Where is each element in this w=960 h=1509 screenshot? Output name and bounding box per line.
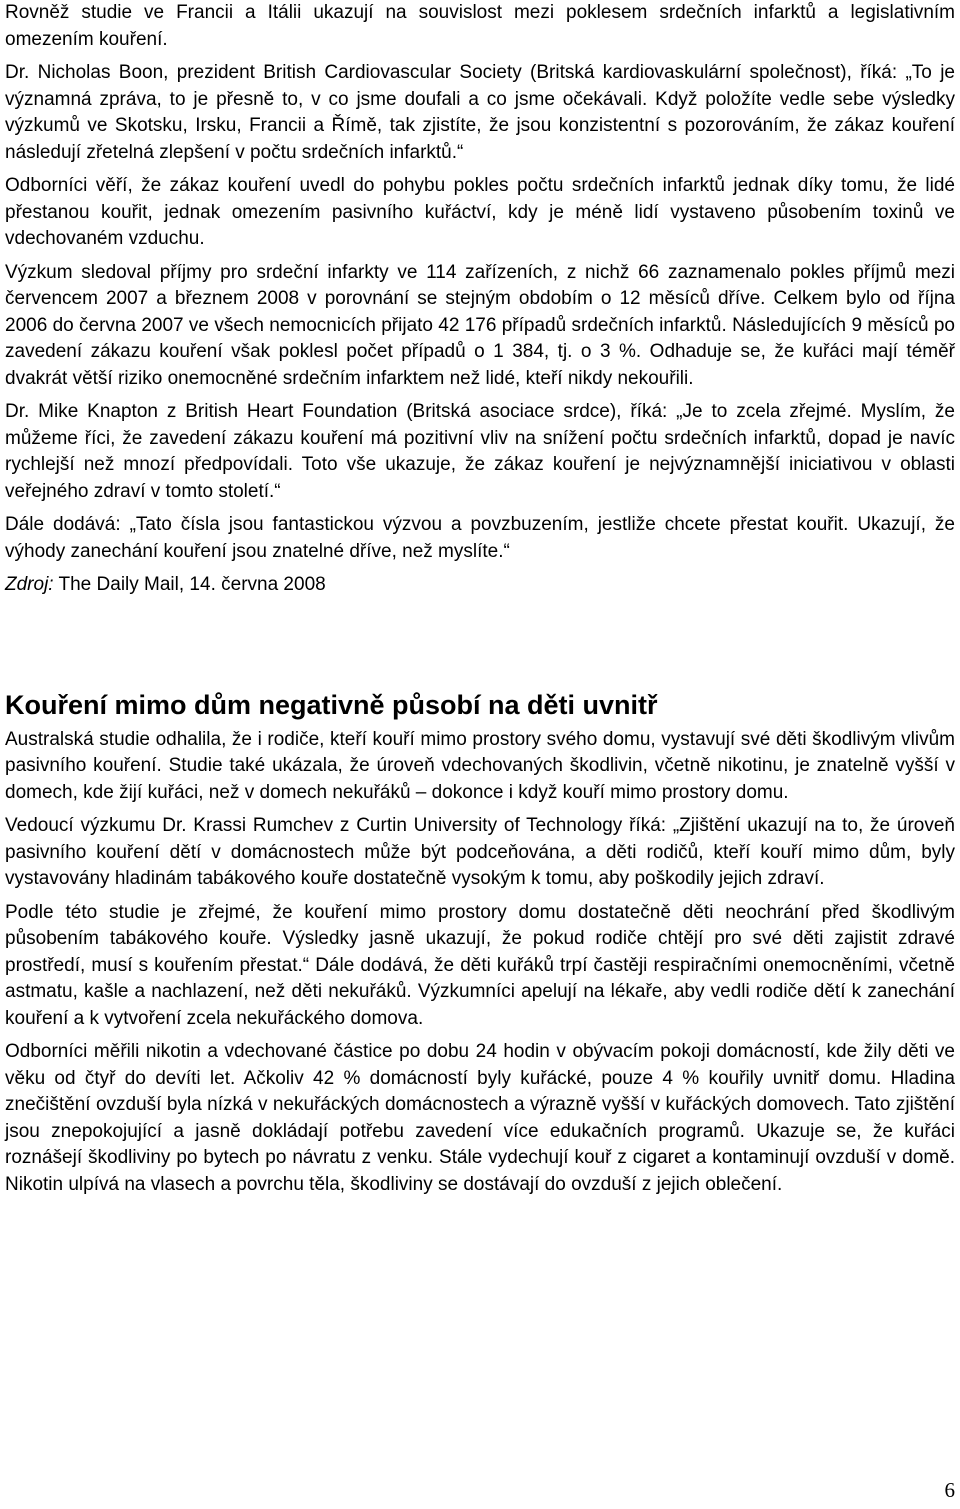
article2-paragraph-3: Podle této studie je zřejmé, že kouření mimo prostory domu dostatečně děti neochrání před škodlivým působením tabákového kouře. Výsledky jasně ukazují, že pokud rodiče chtějí pro své děti zajistit zdravé prostředí, musí s kouřením přestat.“ Dále dodává, že děti kuřáků trpí častěji respiračními onemocněními, včetně astmatu, kašle a nachlazení, než děti nekuřáků. Výzkumníci apelují na lékaře, aby vedli rodiče dětí k zanechání kouření a k vytvoření zcela nekuřáckého domova. [5,901,955,1029]
article2-paragraph-4: Odborníci měřili nikotin a vdechované částice po dobu 24 hodin v obývacím pokoji domácností, kde žily děti ve věku od čtyř do devíti let. Ačkoliv 42 % domácností byly kuřácké, pouze 4 % kouřily uvnitř domu. Hladina znečištění ovzduší byla nízká v nekuřáckých domácnostech a výrazně vyšší v kuřáckých domovech. Tato zjištění jsou znepokojující a jasně dokládají potřebu zavedení více edukačních programů. Ukazuje se, že kuřáci roznášejí škodliviny po bytech po návratu z venku. Stále vydechují kouř z cigaret a kontaminují ovzduší v domě. Nikotin ulpívá na vlasech a povrchu těla, škodliviny se dostávají do ovzduší z jejich oblečení. [5,1041,955,1195]
source-label: Zdroj: [5,574,54,595]
article1-paragraph-5: Dr. Mike Knapton z British Heart Foundation (Britská asociace srdce), říká: „Je to zcela zřejmé. Myslím, že můžeme říci, že zavedení zákazu kouření má pozitivní vliv na snížení počtu srdečních infarktů, dopad je navíc rychlejší než mnozí předpovídali. Toto vše ukazuje, že zákaz kouření je nejvýznamnější iniciativou v oblasti veřejného zdraví v tomto století.“ [5,401,955,502]
article1-paragraph-1: Rovněž studie ve Francii a Itálii ukazují na souvislost mezi poklesem srdečních infarktů a legislativním omezením kouření. [5,2,955,50]
article1-paragraph-6: Dále dodává: „Tato čísla jsou fantastickou výzvou a povzbuzením, jestliže chcete přestat kouřit. Ukazují, že výhody zanechání kouření jsou znatelné dříve, než myslíte.“ [5,514,955,562]
article2-heading: Kouření mimo dům negativně působí na děti uvnitř [5,689,658,720]
article2-paragraph-1: Australská studie odhalila, že i rodiče, kteří kouří mimo prostory svého domu, vystavují své děti škodlivým vlivům pasivního kouření. Studie také ukázala, že úroveň vdechovaných škodlivin, včetně nikotinu, je znatelně vyšší v domech, kde žijí kuřáci, než v domech nekuřáků – dokonce i když kouří mimo prostory domu. [5,728,955,803]
source-text: The Daily Mail, 14. června 2008 [53,574,326,595]
article1-source [5,572,955,599]
article1-paragraph-4: Výzkum sledoval příjmy pro srdeční infarkty ve 114 zařízeních, z nichž 66 zaznamenalo pokles příjmů mezi červencem 2007 a březnem 2008 v porovnání se stejným obdobím o 12 měsíců dříve. Celkem bylo od října 2006 do června 2007 ve všech nemocnicích přijato 42 176 případů srdečních infarktů. Následujících 9 měsíců po zavedení zákazu kouření však poklesl počet případů o 1 384, tj. o 3 %. Odhaduje se, že kuřáci mají téměř dvakrát větší riziko onemocněné srdečním infarktem než lidé, kteří nikdy nekouřili. [5,261,955,389]
page-number: 6 [944,1478,955,1502]
article2-paragraph-2: Vedoucí výzkumu Dr. Krassi Rumchev z Curtin University of Technology říká: „Zjištění ukazují na to, že úroveň pasivního kouření dětí v domácnostech může být podceňována, a děti rodičů, kteří kouří mimo dům, byly vystavovány hladinám tabákového kouře dostatečně vysokým k tomu, aby poškodily jejich zdraví. [5,815,955,889]
article1-paragraph-2: Dr. Nicholas Boon, prezident British Cardiovascular Society (Britská kardiovaskulární společnost), říká: „To je významná zpráva, to je přesně to, v co jsme doufali a co jsme očekávali. Když položíte vedle sebe výsledky výzkumů ve Skotsku, Irsku, Francii a Římě, tak zjistíte, že jsou konzistentní s pozorováním, že zákaz kouření následují zřetelná zlepšení v počtu srdečních infarktů.“ [5,62,955,163]
document-page [5,0,955,1205]
article1-paragraph-3: Odborníci věří, že zákaz kouření uvedl do pohybu pokles počtu srdečních infarktů jednak díky tomu, že lidé přestanou kouřit, jednak omezením pasivního kuřáctví, kdy je méně lidí vystaveno působením toxinů ve vdechovaném vzduchu. [5,175,955,249]
